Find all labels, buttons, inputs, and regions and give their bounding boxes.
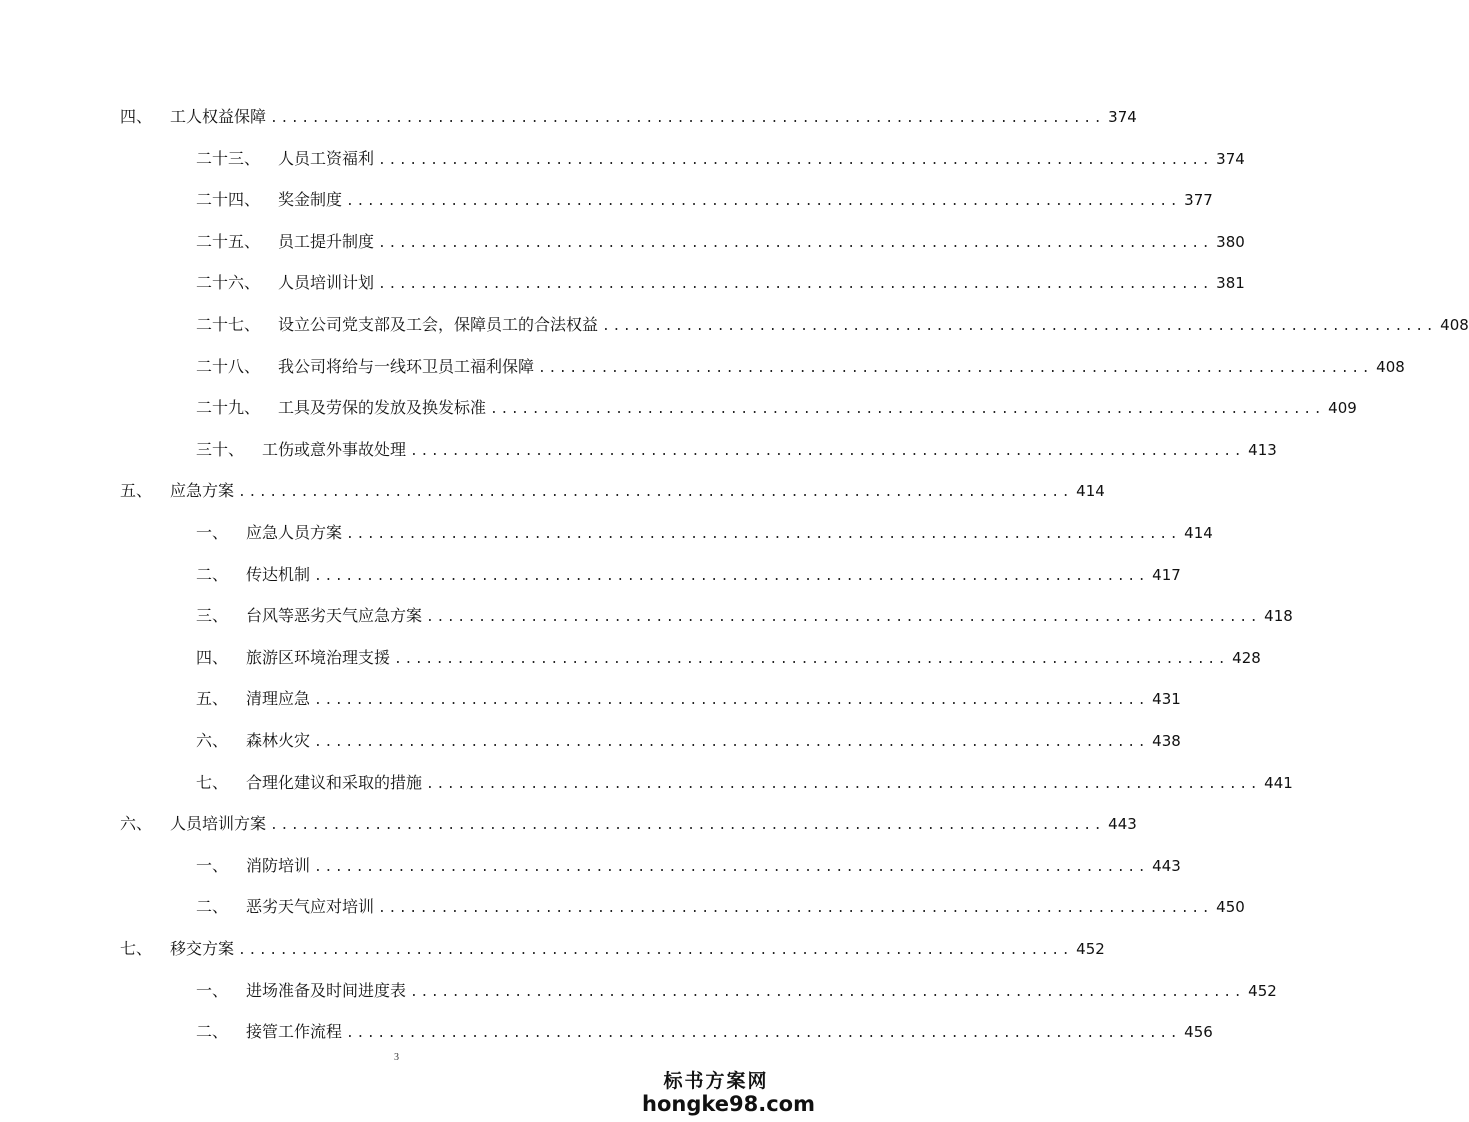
- toc-leader-dots: ................................................................................: [394, 651, 1229, 667]
- toc-entry-number: 二十三、: [196, 148, 261, 168]
- toc-leader-dots: ................................................................................: [314, 859, 1149, 875]
- toc-leader-dots: ................................................................................: [314, 568, 1149, 584]
- toc-leader-dots: ................................................................................: [270, 111, 1105, 126]
- toc-entry-number: 四、: [120, 107, 153, 126]
- toc-entry-title: 我公司将给与一线环卫员工福利保障: [278, 356, 535, 376]
- toc-entry-number: 一、: [196, 855, 229, 875]
- toc-leader-dots: ................................................................................: [538, 360, 1373, 376]
- toc-entry[interactable]: [196, 437, 1277, 463]
- watermark-chinese: 标书方案网: [663, 1070, 769, 1092]
- toc-entry[interactable]: [196, 728, 1181, 754]
- toc-entry-number: 二、: [196, 1022, 229, 1042]
- toc-entry-page: 438: [1152, 732, 1181, 750]
- toc-entry-number: 二、: [196, 564, 229, 584]
- toc-entry-page: 450: [1216, 898, 1245, 917]
- toc-entry[interactable]: [120, 936, 1105, 962]
- toc-entry[interactable]: [196, 645, 1261, 671]
- toc-entry-number: 三、: [196, 606, 229, 626]
- toc-entry[interactable]: [196, 187, 1213, 213]
- toc-leader-dots: ................................................................................: [490, 402, 1325, 418]
- toc-entry[interactable]: [196, 894, 1245, 920]
- toc-entry-page: 456: [1184, 1023, 1213, 1042]
- toc-entry-title: 恶劣天气应对培训: [246, 897, 375, 917]
- toc-entry[interactable]: [196, 270, 1245, 296]
- toc-leader-dots: ................................................................................: [602, 319, 1437, 334]
- toc-leader-dots: ................................................................................: [346, 1026, 1181, 1042]
- toc-entry-number: 四、: [196, 647, 229, 667]
- toc-entry-number: 六、: [196, 731, 229, 750]
- toc-entry-title: 人员工资福利: [278, 148, 375, 168]
- toc-entry-page: 452: [1076, 940, 1105, 958]
- toc-entry[interactable]: [196, 978, 1277, 1004]
- toc-leader-dots: ................................................................................: [378, 152, 1213, 168]
- toc-entry-number: 七、: [196, 772, 229, 792]
- toc-entry-number: 七、: [120, 939, 153, 958]
- toc-entry[interactable]: [120, 478, 1105, 504]
- toc-entry-title: 应急方案: [170, 481, 235, 501]
- toc-entry-number: 三十、: [196, 439, 245, 459]
- toc-entry-page: 377: [1184, 191, 1213, 210]
- toc-leader-dots: ................................................................................: [426, 610, 1261, 626]
- toc-entry[interactable]: [120, 104, 1137, 130]
- toc-entry-page: 408: [1376, 357, 1405, 376]
- toc-entry-page: 374: [1216, 149, 1245, 168]
- toc-entry-title: 进场准备及时间进度表: [246, 980, 407, 1000]
- watermark-url: hongke98.com: [642, 1092, 815, 1116]
- toc-entry-page: 441: [1264, 773, 1293, 792]
- toc-entry-page: 414: [1184, 524, 1213, 542]
- toc-entry-number: 六、: [120, 814, 153, 834]
- toc-entry-page: 418: [1264, 607, 1293, 626]
- toc-entry-page: 414: [1076, 482, 1105, 501]
- toc-entry-number: 二十六、: [196, 273, 261, 293]
- toc-entry-title: 合理化建议和采取的措施: [246, 772, 423, 792]
- toc-entry-title: 森林火灾: [246, 731, 311, 750]
- toc-leader-dots: ................................................................................: [426, 776, 1261, 792]
- toc-leader-dots: ................................................................................: [314, 735, 1149, 750]
- toc-entry[interactable]: [196, 562, 1181, 588]
- toc-entry-number: 二十八、: [196, 356, 261, 376]
- toc-entry-page: 443: [1108, 815, 1137, 834]
- toc-entry-title: 人员培训方案: [170, 814, 267, 834]
- toc-leader-dots: ................................................................................: [238, 485, 1073, 501]
- toc-entry[interactable]: [120, 811, 1137, 837]
- toc-entry-page: 428: [1232, 648, 1261, 667]
- toc-entry-number: 二、: [196, 897, 229, 917]
- toc-leader-dots: ................................................................................: [238, 943, 1073, 958]
- toc-entry-title: 工具及劳保的发放及换发标准: [278, 398, 487, 418]
- toc-entry-page: 417: [1152, 565, 1181, 584]
- toc-leader-dots: ................................................................................: [378, 235, 1213, 251]
- toc-entry[interactable]: [196, 354, 1405, 380]
- toc-entry-title: 清理应急: [246, 689, 311, 709]
- toc-entry-page: 374: [1108, 108, 1137, 126]
- toc-entry[interactable]: [196, 229, 1245, 255]
- toc-entry-title: 工人权益保障: [170, 107, 267, 126]
- toc-entry-title: 旅游区环境治理支援: [246, 647, 391, 667]
- toc-entry-title: 台风等恶劣天气应急方案: [246, 606, 423, 626]
- toc-leader-dots: ................................................................................: [378, 901, 1213, 917]
- page-number: 3: [394, 1052, 399, 1063]
- toc-entry-page: 452: [1248, 981, 1277, 1000]
- toc-entry-page: 380: [1216, 232, 1245, 251]
- toc-entry-title: 设立公司党支部及工会，保障员工的合法权益: [278, 315, 599, 334]
- toc-leader-dots: ................................................................................: [410, 984, 1245, 1000]
- toc-leader-dots: ................................................................................: [346, 194, 1181, 210]
- toc-entry-title: 奖金制度: [278, 190, 343, 210]
- toc-entry-number: 二十四、: [196, 190, 261, 210]
- toc-leader-dots: ................................................................................: [346, 527, 1181, 542]
- toc-entry-page: 381: [1216, 274, 1245, 293]
- toc-entry-title: 应急人员方案: [246, 523, 343, 542]
- toc-entry-number: 五、: [196, 689, 229, 709]
- toc-entry-page: 409: [1328, 399, 1357, 418]
- toc-entry-title: 传达机制: [246, 564, 311, 584]
- toc-entry-title: 移交方案: [170, 939, 235, 958]
- toc-entry-page: 431: [1152, 690, 1181, 709]
- toc-leader-dots: ................................................................................: [378, 277, 1213, 293]
- toc-entry[interactable]: [196, 1019, 1213, 1045]
- toc-entry-number: 一、: [196, 523, 229, 542]
- toc-entry-page: 408: [1440, 316, 1469, 334]
- toc-entry[interactable]: [196, 520, 1213, 546]
- toc-entry-title: 接管工作流程: [246, 1022, 343, 1042]
- toc-entry-title: 人员培训计划: [278, 273, 375, 293]
- toc-entry-page: 443: [1152, 856, 1181, 875]
- toc-entry-title: 员工提升制度: [278, 231, 375, 251]
- toc-entry[interactable]: [196, 395, 1357, 421]
- toc-entry[interactable]: [196, 853, 1181, 879]
- watermark-logo: [642, 1066, 815, 1116]
- toc-entry-title: 消防培训: [246, 855, 311, 875]
- toc-entry[interactable]: [196, 312, 1469, 338]
- toc-entry[interactable]: [196, 603, 1293, 629]
- toc-entry[interactable]: [196, 146, 1245, 172]
- toc-entry[interactable]: [196, 770, 1293, 796]
- toc-entry-number: 一、: [196, 980, 229, 1000]
- toc-entry-number: 二十七、: [196, 315, 261, 334]
- toc-entry-number: 二十五、: [196, 231, 261, 251]
- toc-leader-dots: ................................................................................: [270, 818, 1105, 834]
- toc-entry-title: 工伤或意外事故处理: [262, 439, 407, 459]
- toc-entry-page: 413: [1248, 440, 1277, 459]
- toc-leader-dots: ................................................................................: [410, 443, 1245, 459]
- toc-entry-number: 五、: [120, 481, 153, 501]
- toc-entry-number: 二十九、: [196, 398, 261, 418]
- toc-entry[interactable]: [196, 686, 1181, 712]
- toc-leader-dots: ................................................................................: [314, 693, 1149, 709]
